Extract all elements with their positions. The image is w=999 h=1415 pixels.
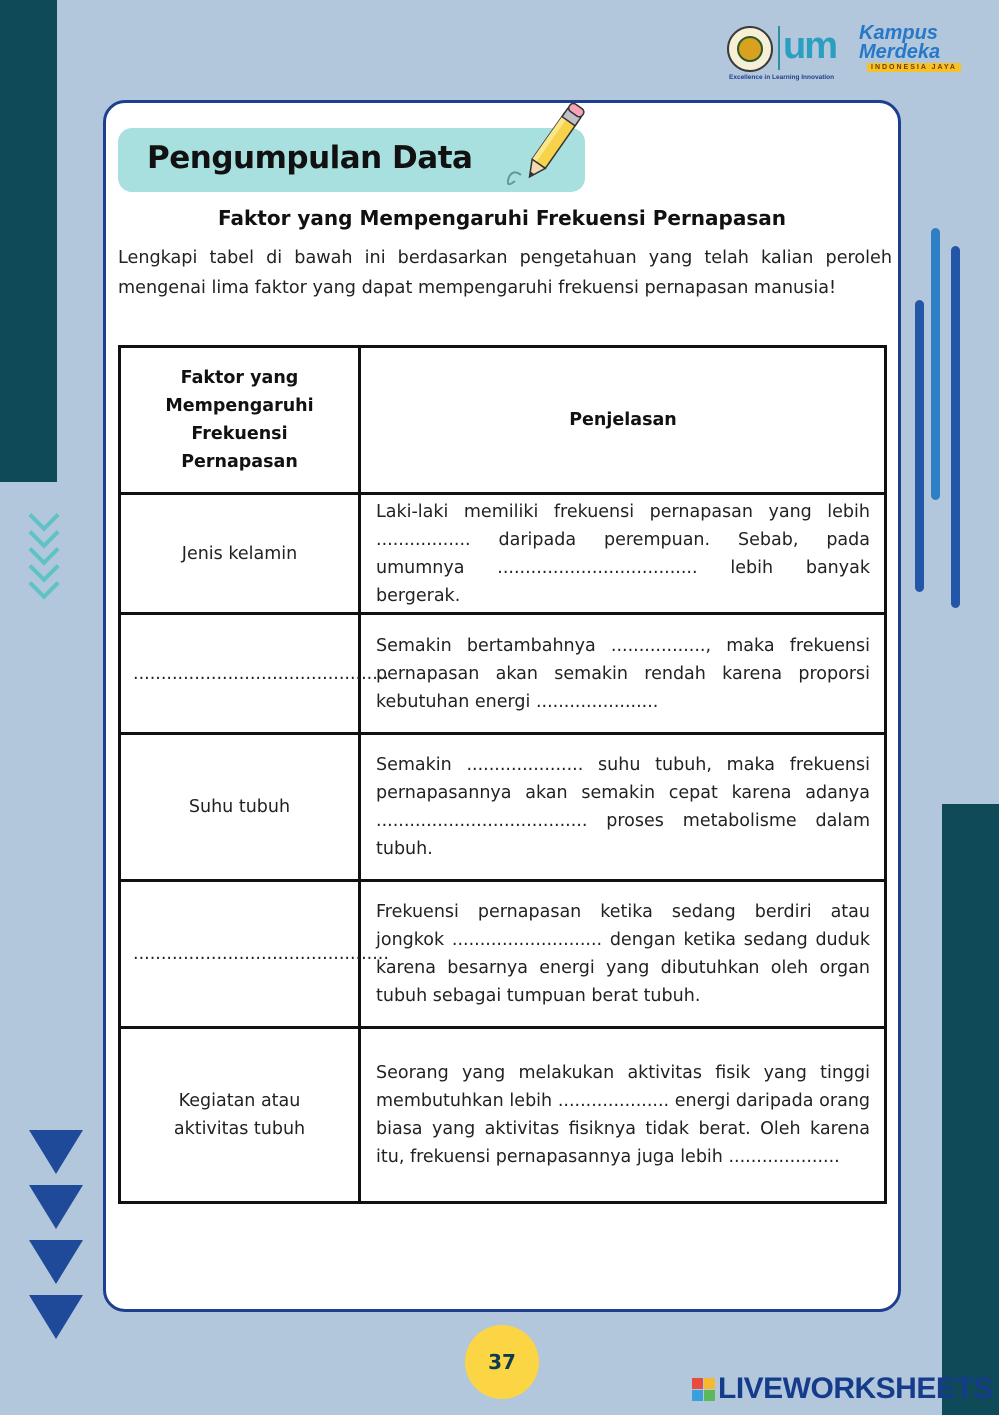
liveworksheets-watermark	[692, 1372, 993, 1406]
pencil-icon	[501, 103, 601, 193]
um-logo-text: um	[783, 25, 836, 67]
decor-chevrons	[26, 505, 62, 590]
university-seal-icon	[727, 26, 773, 72]
decor-triangles	[29, 1130, 83, 1350]
liveworksheets-logo-icon	[692, 1378, 715, 1401]
explanation-cell: Frekuensi pernapasan ketika sedang berdiri atau jongkok ........................... dengan ketika sedang duduk karena besarnya energi yang dibutuhkan oleh organ tubuh sebagai tumpuan berat tubuh.	[360, 881, 886, 1028]
header-factor: Faktor yang Mempengaruhi Frekuensi Pernapasan	[120, 347, 360, 494]
table-row	[120, 1028, 886, 1203]
table-row	[120, 881, 886, 1028]
kampus-merdeka-logo: Kampus Merdeka	[859, 22, 941, 63]
instructions-text: Lengkapi tabel di bawah ini berdasarkan pengetahuan yang telah kalian peroleh mengenai lima faktor yang dapat mempengaruhi frekuensi pernapasan manusia!	[118, 248, 892, 298]
worksheet-card	[103, 100, 901, 1312]
factor-cell: Kegiatan atau aktivitas tubuh	[120, 1028, 360, 1203]
page-number: 37	[465, 1325, 539, 1399]
factor-cell: Jenis kelamin	[120, 494, 360, 614]
factors-table	[118, 345, 887, 1204]
decor-stripe	[915, 300, 924, 592]
explanation-cell: Seorang yang melakukan aktivitas fisik yang tinggi membutuhkan lebih .................... energi daripada orang biasa yang aktivitas fisiknya tidak berat. Oleh karena itu, frekuensi pernapasannya juga lebih ....................	[360, 1028, 886, 1203]
indonesia-jaya-badge: INDONESIA JAYA	[867, 63, 961, 72]
explanation-cell: Laki-laki memiliki frekuensi pernapasan yang lebih ................. daripada perempuan. Sebab, pada umumnya .................................... lebih banyak bergerak.	[360, 494, 886, 614]
header-explanation: Penjelasan	[360, 347, 886, 494]
explanation-cell: Semakin ..................... suhu tubuh, maka frekuensi pernapasannya akan semakin cepat karena adanya ...................................... proses metabolisme dalam tubuh.	[360, 734, 886, 881]
decor-bar-right	[942, 804, 999, 1415]
section-subtitle: Faktor yang Mempengaruhi Frekuensi Pernapasan	[217, 206, 786, 230]
page-title: Pengumpulan Data	[147, 140, 473, 176]
factor-blank-field[interactable]: ..............................................	[120, 881, 360, 1028]
table-header-row	[120, 347, 886, 494]
decor-stripe	[931, 228, 940, 500]
factor-blank-field[interactable]: ..............................................	[120, 614, 360, 734]
factor-cell: Suhu tubuh	[120, 734, 360, 881]
table-row	[120, 734, 886, 881]
decor-bar-left	[0, 0, 57, 482]
university-logo	[727, 22, 967, 84]
logo-tagline: Excellence in Learning Innovation	[729, 74, 835, 81]
table-row	[120, 494, 886, 614]
explanation-cell: Semakin bertambahnya ................., maka frekuensi pernapasan akan semakin rendah karena proporsi kebutuhan energi ......................	[360, 614, 886, 734]
table-row	[120, 614, 886, 734]
decor-stripe	[951, 246, 960, 608]
watermark-text: LIVEWORKSHEETS	[718, 1372, 993, 1405]
